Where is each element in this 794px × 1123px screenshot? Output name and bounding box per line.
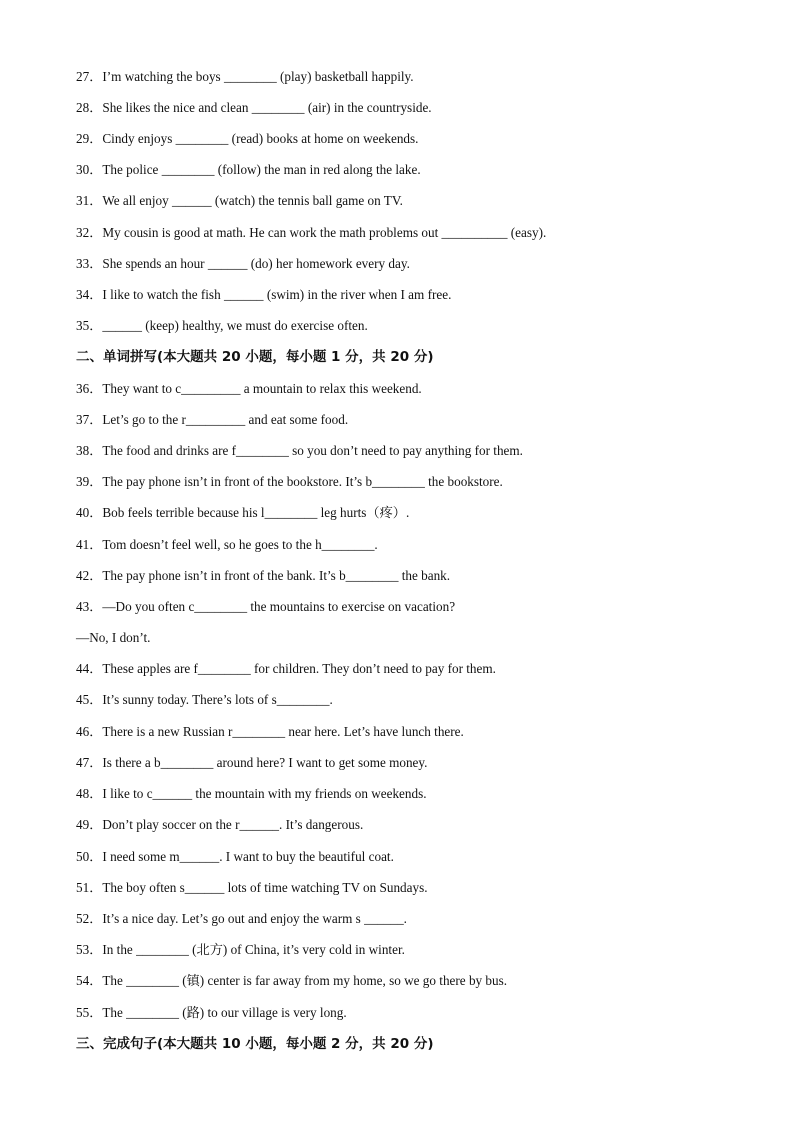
question-46: 46．There is a new Russian r________ near here. Let’s have lunch there. bbox=[76, 724, 464, 739]
question-45: 45．It’s sunny today. There’s lots of s________. bbox=[76, 692, 333, 707]
question-44: 44．These apples are f________ for children. They don’t need to pay for them. bbox=[76, 661, 496, 676]
question-43-answer: —No, I don’t. bbox=[76, 630, 151, 645]
question-54: 54．The ________ (镇) center is far away from my home, so we go there by bus. bbox=[76, 973, 508, 988]
question-27: 27．I’m watching the boys ________ (play) basketball happily. bbox=[76, 69, 414, 84]
question-50: 50．I need some m______. I want to buy the beautiful coat. bbox=[76, 849, 394, 864]
question-53: 53．In the ________ (北方) of China, it’s very cold in winter. bbox=[76, 942, 405, 957]
section-heading-3: 三、完成句子(本大题共 10 小题，每小题 2 分，共 20 分) bbox=[76, 1036, 434, 1052]
question-35: 35．______ (keep) healthy, we must do exercise often. bbox=[76, 318, 368, 333]
question-51: 51．The boy often s______ lots of time watching TV on Sundays. bbox=[76, 880, 428, 895]
question-52: 52．It’s a nice day. Let’s go out and enjoy the warm s ______. bbox=[76, 911, 407, 926]
question-55: 55．The ________ (路) to our village is very long. bbox=[76, 1005, 347, 1020]
question-40: 40．Bob feels terrible because his l________ leg hurts（疼）. bbox=[76, 505, 410, 520]
question-49: 49．Don’t play soccer on the r______. It’s dangerous. bbox=[76, 817, 364, 832]
question-32: 32．My cousin is good at math. He can work the math problems out __________ (easy). bbox=[76, 225, 547, 240]
question-48: 48．I like to c______ the mountain with my friends on weekends. bbox=[76, 786, 427, 801]
question-37: 37．Let’s go to the r_________ and eat some food. bbox=[76, 412, 349, 427]
question-30: 30．The police ________ (follow) the man in red along the lake. bbox=[76, 162, 421, 177]
question-43: 43．—Do you often c________ the mountains to exercise on vacation? bbox=[76, 599, 456, 614]
question-33: 33．She spends an hour ______ (do) her homework every day. bbox=[76, 256, 410, 271]
question-34: 34．I like to watch the fish ______ (swim) in the river when I am free. bbox=[76, 287, 452, 302]
question-39: 39．The pay phone isn’t in front of the bookstore. It’s b________ the bookstore. bbox=[76, 474, 503, 489]
question-41: 41．Tom doesn’t feel well, so he goes to the h________. bbox=[76, 537, 378, 552]
question-38: 38．The food and drinks are f________ so you don’t need to pay anything for them. bbox=[76, 443, 523, 458]
question-36: 36．They want to c_________ a mountain to relax this weekend. bbox=[76, 381, 422, 396]
question-28: 28．She likes the nice and clean ________ (air) in the countryside. bbox=[76, 100, 432, 115]
question-42: 42．The pay phone isn’t in front of the bank. It’s b________ the bank. bbox=[76, 568, 451, 583]
question-31: 31．We all enjoy ______ (watch) the tennis ball game on TV. bbox=[76, 193, 403, 208]
question-29: 29．Cindy enjoys ________ (read) books at home on weekends. bbox=[76, 131, 419, 146]
question-47: 47．Is there a b________ around here? I want to get some money. bbox=[76, 755, 428, 770]
section-heading-2: 二、单词拼写(本大题共 20 小题，每小题 1 分，共 20 分) bbox=[76, 349, 434, 365]
